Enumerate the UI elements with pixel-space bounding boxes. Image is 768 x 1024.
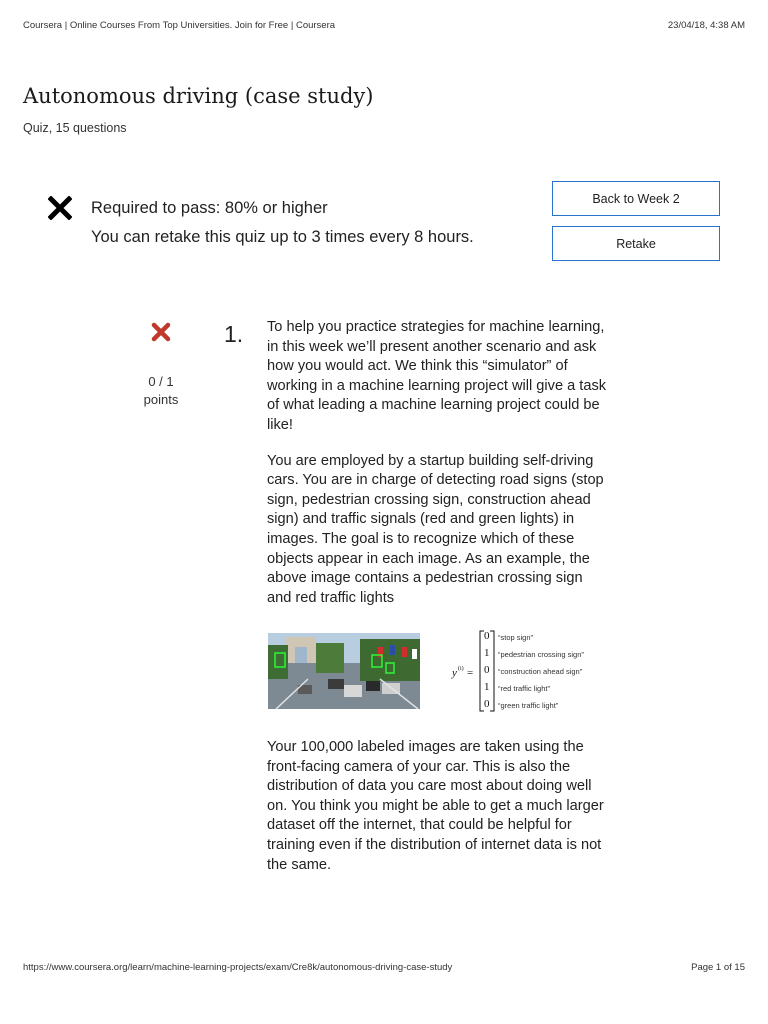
vector-value: 0: [484, 664, 490, 676]
street-photo: [268, 633, 420, 709]
print-footer-url: https://www.coursera.org/learn/machine-learning-projects/exam/Cre8k/autonomous-driving-case-study: [23, 962, 453, 973]
vector-label: “stop sign”: [498, 633, 534, 642]
retake-button[interactable]: Retake: [552, 226, 720, 261]
question-score-value: 0 / 1: [148, 374, 174, 389]
page-title: Autonomous driving (case study): [23, 84, 374, 108]
cross-icon: [48, 196, 72, 220]
print-footer-page: Page 1 of 15: [691, 962, 745, 973]
label-vector: [422, 628, 492, 714]
vector-value: 0: [484, 630, 490, 642]
print-header: [23, 20, 745, 31]
vector-value: 0: [484, 698, 490, 710]
question-number: 1.: [224, 321, 244, 347]
vector-label: “construction ahead sign”: [498, 667, 583, 676]
print-header-title: Coursera | Online Courses From Top Universities. Join for Free | Coursera: [23, 20, 336, 31]
print-header-datetime: 23/04/18, 4:38 AM: [667, 20, 745, 31]
question-text: [267, 318, 607, 608]
vector-equals: =: [467, 667, 474, 679]
pass-requirement: Required to pass: 80% or higher: [91, 199, 328, 217]
vector-value: 1: [484, 647, 490, 659]
print-footer: [23, 962, 745, 973]
example-figure: [267, 628, 612, 714]
question-paragraph: To help you practice strategies for machine learning, in this week we’ll present another scenario and ask how you would act. We think this “simulator” of working in a machine learning project will give a task of what leading a machine learning project could be like!: [267, 319, 607, 433]
vector-label: “red traffic light”: [498, 684, 550, 693]
question-score-unit: points: [143, 392, 179, 407]
question-cross-icon: [151, 322, 171, 342]
page-subtitle: Quiz, 15 questions: [23, 121, 127, 135]
question-paragraph: Your 100,000 labeled images are taken using the front-facing camera of your car. This is also the distribution of data you care most about doing well on. You think you might be able to get a much larger dataset off the internet, that could be helpful for training even if the distribution of internet data is not the same.: [267, 739, 604, 873]
vector-value: 1: [484, 681, 490, 693]
back-to-week-button[interactable]: Back to Week 2: [552, 181, 720, 216]
retake-info: You can retake this quiz up to 3 times every 8 hours.: [91, 228, 474, 246]
question-paragraph: You are employed by a startup building self-driving cars. You are in charge of detecting road signs (stop sign, pedestrian crossing sign, construction ahead sign) and traffic signals (red and green lights) in images. The goal is to recognize which of these objects appear in each image. As an example, the above image contains a pedestrian crossing sign and red traffic lights: [267, 452, 604, 606]
vector-superscript: (i): [458, 666, 464, 672]
vector-label: “green traffic light”: [498, 701, 559, 710]
vector-right-bracket: [489, 628, 497, 714]
vector-label: “pedestrian crossing sign”: [498, 650, 584, 659]
vector-symbol: y: [452, 667, 457, 679]
question-score: [130, 373, 192, 409]
